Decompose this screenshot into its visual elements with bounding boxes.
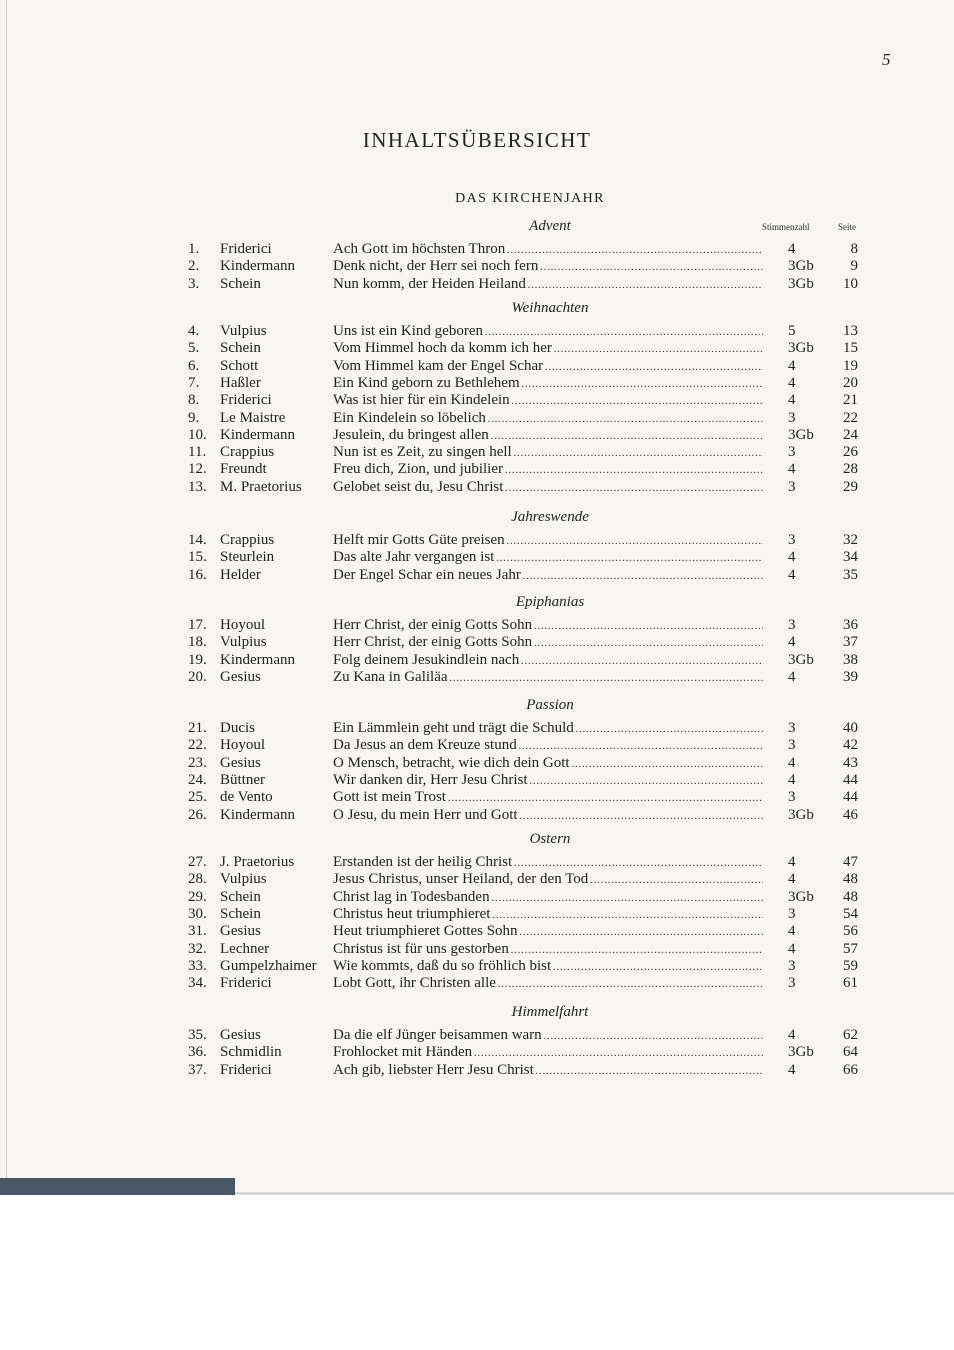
entry-number: 27. <box>188 854 207 870</box>
entry-title: Frohlocket mit Händen . . . <box>333 1044 763 1062</box>
entry-voices: 4 <box>788 754 796 771</box>
entry-number: 15. <box>188 549 207 566</box>
entry-voices: 4 <box>788 940 796 957</box>
entry-composer: Le Maistre <box>220 409 286 426</box>
entry-page: 48 <box>843 888 858 905</box>
entry-number: 30. <box>188 905 207 922</box>
entry-page: 28 <box>843 461 858 478</box>
toc-entry <box>0 789 954 806</box>
entry-composer: Hoyoul <box>220 617 265 633</box>
entry-page: 48 <box>843 871 858 888</box>
entry-page: 66 <box>843 1061 858 1078</box>
entry-composer: Friderici <box>220 241 272 257</box>
entry-title: Wir danken dir, Herr Jesu Christ . . . <box>333 772 763 790</box>
entry-title: Ein Lämmlein geht und trägt die Schuld . . . <box>333 720 763 738</box>
entry-voices: 4 <box>788 923 796 940</box>
entry-composer: Schein <box>220 340 261 357</box>
toc-entry <box>0 617 954 634</box>
entry-page: 13 <box>843 323 858 339</box>
toc-entry <box>0 323 954 340</box>
entry-title: Da die elf Jünger beisammen warn . . . <box>333 1027 763 1045</box>
toc-entry <box>0 444 954 461</box>
toc-entry <box>0 241 954 258</box>
entry-title: Was ist hier für ein Kindelein . . . <box>333 392 763 410</box>
entry-voices: 4 <box>788 392 796 409</box>
entry-title: Christus ist für uns gestorben . . . <box>333 941 763 959</box>
toc-entry <box>0 427 954 444</box>
section-title: DAS KIRCHENJAHR <box>455 191 605 206</box>
entry-voices: 3 <box>788 720 796 736</box>
page-number: 5 <box>882 50 891 69</box>
entry-title: Da Jesus an dem Kreuze stund . . . <box>333 737 763 755</box>
entry-page: 34 <box>843 549 858 566</box>
entry-voices: 4 <box>788 871 796 888</box>
entry-page: 54 <box>843 905 858 922</box>
entry-title: Ein Kindelein so löbelich . . . <box>333 410 763 428</box>
toc-entry <box>0 375 954 392</box>
entry-number: 20. <box>188 668 207 685</box>
entry-composer: Helder <box>220 566 261 583</box>
entry-composer: Friderici <box>220 1061 272 1078</box>
entry-number: 18. <box>188 634 207 651</box>
entry-page: 47 <box>843 854 858 870</box>
entry-voices: 3Gb <box>788 888 814 905</box>
entry-number: 7. <box>188 374 200 391</box>
entry-voices: 3 <box>788 737 796 754</box>
entry-page: 19 <box>843 357 858 374</box>
entry-page: 37 <box>843 634 858 651</box>
entry-title: Erstanden ist der heilig Christ . . . <box>333 854 763 872</box>
entry-page: 36 <box>843 617 858 633</box>
entry-page: 38 <box>843 651 858 668</box>
entry-composer: Büttner <box>220 771 265 788</box>
entry-number: 22. <box>188 737 207 754</box>
entry-page: 43 <box>843 754 858 771</box>
toc-entry <box>0 906 954 923</box>
entry-voices: 3 <box>788 532 796 548</box>
entry-number: 34. <box>188 975 207 992</box>
entry-page: 22 <box>843 409 858 426</box>
toc-entry <box>0 549 954 566</box>
entry-page: 61 <box>843 975 858 992</box>
entry-page: 44 <box>843 771 858 788</box>
toc-entry <box>0 720 954 737</box>
toc-entry <box>0 854 954 871</box>
entry-number: 37. <box>188 1061 207 1078</box>
entry-page: 62 <box>843 1027 858 1043</box>
entry-composer: Gumpelzhaimer <box>220 957 317 974</box>
entry-number: 32. <box>188 940 207 957</box>
entry-page: 35 <box>843 566 858 583</box>
entry-voices: 3Gb <box>788 651 814 668</box>
entry-composer: Gesius <box>220 923 261 940</box>
entry-number: 19. <box>188 651 207 668</box>
entry-voices: 4 <box>788 374 796 391</box>
entry-voices: 3Gb <box>788 340 814 357</box>
entry-page: 42 <box>843 737 858 754</box>
entry-composer: Vulpius <box>220 634 267 651</box>
toc-entry <box>0 258 954 275</box>
entry-number: 35. <box>188 1027 207 1043</box>
entry-title: Ein Kind geborn zu Bethlehem . . . <box>333 375 763 393</box>
entry-page: 40 <box>843 720 858 736</box>
toc-entry <box>0 358 954 375</box>
toc-entry <box>0 755 954 772</box>
column-header-page: Seite <box>838 222 856 232</box>
entry-title: Nun ist es Zeit, zu singen hell . . . <box>333 444 763 462</box>
entry-page: 15 <box>843 340 858 357</box>
toc-entry <box>0 975 954 992</box>
toc-entry <box>0 652 954 669</box>
entry-title: Der Engel Schar ein neues Jahr . . . <box>333 567 763 585</box>
entry-title: O Jesu, du mein Herr und Gott . . . <box>333 807 763 825</box>
entry-page: 59 <box>843 957 858 974</box>
entry-page: 57 <box>843 940 858 957</box>
entry-voices: 3 <box>788 478 796 495</box>
group-heading: Weihnachten <box>511 300 589 316</box>
entry-page: 24 <box>843 426 858 443</box>
entry-number: 11. <box>188 444 207 461</box>
entry-composer: Schein <box>220 888 261 905</box>
entry-number: 8. <box>188 392 200 409</box>
group-heading: Jahreswende <box>511 509 589 525</box>
entry-composer: Lechner <box>220 940 270 957</box>
entry-page: 39 <box>843 668 858 685</box>
toc-entry <box>0 479 954 496</box>
entry-page: 44 <box>843 789 858 806</box>
group-heading: Himmelfahrt <box>511 1004 589 1020</box>
entry-title: Herr Christ, der einig Gotts Sohn . . . <box>333 617 763 635</box>
entry-number: 25. <box>188 789 207 806</box>
entry-composer: Kindermann <box>220 258 295 275</box>
entry-voices: 4 <box>788 461 796 478</box>
toc-entry <box>0 392 954 409</box>
entry-composer: Gesius <box>220 754 261 771</box>
entry-composer: Gesius <box>220 1027 261 1043</box>
entry-number: 26. <box>188 806 207 823</box>
entry-voices: 3 <box>788 789 796 806</box>
entry-title: Ach Gott im höchsten Thron . . . <box>333 241 763 259</box>
toc-entry <box>0 532 954 549</box>
entry-number: 5. <box>188 340 200 357</box>
entry-page: 26 <box>843 444 858 461</box>
entry-voices: 4 <box>788 1027 796 1043</box>
entry-title: Jesulein, du bringest allen . . . <box>333 427 763 445</box>
entry-title: Freu dich, Zion, und jubilier . . . <box>333 461 763 479</box>
entry-page: 20 <box>843 374 858 391</box>
entry-composer: Vulpius <box>220 871 267 888</box>
entry-title: Vom Himmel hoch da komm ich her . . . <box>333 340 763 358</box>
entry-number: 12. <box>188 461 207 478</box>
entry-title: Vom Himmel kam der Engel Schar . . . <box>333 358 763 376</box>
toc-entry <box>0 340 954 357</box>
toc-entry <box>0 772 954 789</box>
entry-title: Christ lag in Todesbanden . . . <box>333 889 763 907</box>
entry-page: 8 <box>850 241 858 257</box>
entry-voices: 4 <box>788 357 796 374</box>
entry-composer: Crappius <box>220 532 275 548</box>
toc-entry <box>0 410 954 427</box>
entry-number: 24. <box>188 771 207 788</box>
entry-title: Helft mir Gotts Güte preisen . . . <box>333 532 763 550</box>
entry-title: Gelobet seist du, Jesu Christ . . . <box>333 479 763 497</box>
entry-composer: M. Praetorius <box>220 478 302 495</box>
entry-voices: 4 <box>788 854 796 870</box>
entry-title: Jesus Christus, unser Heiland, der den Tod . . . <box>333 871 763 889</box>
entry-number: 16. <box>188 566 207 583</box>
entry-composer: Ducis <box>220 720 255 736</box>
entry-number: 9. <box>188 409 200 426</box>
toc-entry <box>0 567 954 584</box>
entry-number: 23. <box>188 754 207 771</box>
toc-entry <box>0 669 954 686</box>
entry-title: Das alte Jahr vergangen ist . . . <box>333 549 763 567</box>
entry-page: 9 <box>850 258 858 275</box>
entry-title: O Mensch, betracht, wie dich dein Gott . . . <box>333 755 763 773</box>
entry-title: Herr Christ, der einig Gotts Sohn . . . <box>333 634 763 652</box>
toc-entry <box>0 923 954 940</box>
entry-composer: Vulpius <box>220 323 267 339</box>
entry-page: 29 <box>843 478 858 495</box>
toc-entry <box>0 634 954 651</box>
entry-number: 4. <box>188 323 200 339</box>
entry-voices: 3 <box>788 617 796 633</box>
entry-composer: Friderici <box>220 392 272 409</box>
group-heading: Advent <box>529 218 571 234</box>
entry-voices: 3 <box>788 444 796 461</box>
entry-voices: 3Gb <box>788 806 814 823</box>
entry-voices: 3 <box>788 957 796 974</box>
entry-number: 3. <box>188 275 200 292</box>
entry-composer: Haßler <box>220 374 261 391</box>
toc-entry <box>0 737 954 754</box>
toc-entry <box>0 889 954 906</box>
entry-title: Gott ist mein Trost . . . <box>333 789 763 807</box>
toc-entry <box>0 1044 954 1061</box>
column-header-voices: Stimmenzahl <box>762 222 810 232</box>
entry-title: Ach gib, liebster Herr Jesu Christ . . . <box>333 1062 763 1080</box>
toc-entry <box>0 276 954 293</box>
entry-composer: Schein <box>220 275 261 292</box>
entry-voices: 3Gb <box>788 426 814 443</box>
entry-title: Folg deinem Jesukindlein nach . . . <box>333 652 763 670</box>
entry-number: 14. <box>188 532 207 548</box>
entry-voices: 4 <box>788 549 796 566</box>
entry-title: Denk nicht, der Herr sei noch fern . . . <box>333 258 763 276</box>
group-heading: Epiphanias <box>515 594 585 610</box>
entry-number: 31. <box>188 923 207 940</box>
entry-page: 64 <box>843 1044 858 1061</box>
entry-composer: Kindermann <box>220 806 295 823</box>
entry-title: Heut triumphieret Gottes Sohn . . . <box>333 923 763 941</box>
entry-number: 6. <box>188 357 200 374</box>
page-title: INHALTSÜBERSICHT <box>362 128 592 152</box>
entry-composer: Friderici <box>220 975 272 992</box>
toc-entry <box>0 461 954 478</box>
entry-number: 17. <box>188 617 207 633</box>
entry-voices: 4 <box>788 771 796 788</box>
entry-composer: Schott <box>220 357 259 374</box>
entry-number: 29. <box>188 888 207 905</box>
entry-title: Wie kommts, daß du so fröhlich bist . . . <box>333 958 763 976</box>
entry-composer: Steurlein <box>220 549 275 566</box>
entry-voices: 4 <box>788 241 796 257</box>
entry-page: 21 <box>843 392 858 409</box>
entry-number: 33. <box>188 957 207 974</box>
entry-page: 10 <box>843 275 858 292</box>
toc-entry <box>0 941 954 958</box>
entry-voices: 3 <box>788 905 796 922</box>
entry-voices: 3Gb <box>788 275 814 292</box>
entry-composer: Hoyoul <box>220 737 265 754</box>
entry-composer: Crappius <box>220 444 275 461</box>
entry-number: 21. <box>188 720 207 736</box>
entry-voices: 4 <box>788 1061 796 1078</box>
toc-entry <box>0 871 954 888</box>
toc-entry <box>0 1062 954 1079</box>
entry-composer: Schmidlin <box>220 1044 282 1061</box>
entry-composer: Schein <box>220 905 261 922</box>
toc-entry <box>0 958 954 975</box>
entry-voices: 5 <box>788 323 796 339</box>
entry-page: 46 <box>843 806 858 823</box>
entry-title: Lobt Gott, ihr Christen alle . . . <box>333 975 763 993</box>
scan-background <box>0 1195 954 1350</box>
entry-voices: 4 <box>788 634 796 651</box>
entry-voices: 4 <box>788 668 796 685</box>
toc-entry <box>0 1027 954 1044</box>
entry-voices: 4 <box>788 566 796 583</box>
entry-voices: 3Gb <box>788 258 814 275</box>
entry-number: 28. <box>188 871 207 888</box>
entry-composer: Freundt <box>220 461 267 478</box>
entry-title: Christus heut triumphieret . . . <box>333 906 763 924</box>
entry-title: Nun komm, der Heiden Heiland . . . <box>333 276 763 294</box>
entry-number: 2. <box>188 258 200 275</box>
entry-composer: Gesius <box>220 668 261 685</box>
entry-composer: J. Praetorius <box>220 854 295 870</box>
entry-title: Zu Kana in Galiläa . . . <box>333 669 763 687</box>
entry-number: 36. <box>188 1044 207 1061</box>
toc-entry <box>0 807 954 824</box>
entry-title: Uns ist ein Kind geboren . . . <box>333 323 763 341</box>
group-heading: Ostern <box>529 831 571 847</box>
entry-page: 32 <box>843 532 858 548</box>
entry-voices: 3Gb <box>788 1044 814 1061</box>
entry-composer: Kindermann <box>220 426 295 443</box>
entry-number: 1. <box>188 241 200 257</box>
entry-voices: 3 <box>788 975 796 992</box>
entry-page: 56 <box>843 923 858 940</box>
entry-composer: de Vento <box>220 789 273 806</box>
entry-number: 10. <box>188 426 207 443</box>
group-heading: Passion <box>526 697 574 713</box>
entry-number: 13. <box>188 478 207 495</box>
entry-composer: Kindermann <box>220 651 295 668</box>
entry-voices: 3 <box>788 409 796 426</box>
